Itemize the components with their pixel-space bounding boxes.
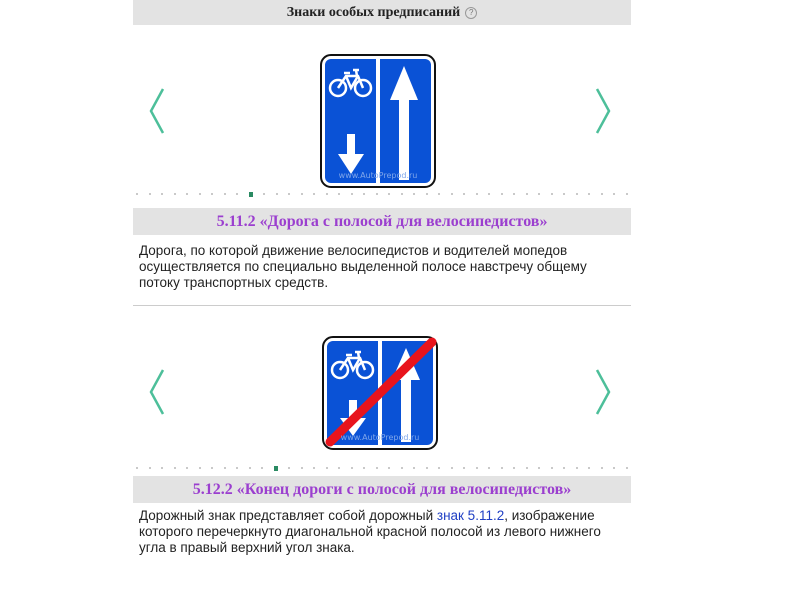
- pagination-dot[interactable]: [363, 193, 365, 195]
- pagination-dot[interactable]: [538, 193, 540, 195]
- pagination-dot[interactable]: [249, 467, 251, 469]
- pagination-dot[interactable]: [326, 467, 328, 469]
- next-arrow-icon[interactable]: [591, 87, 615, 135]
- pagination-dot[interactable]: [551, 193, 553, 195]
- pagination-dot[interactable]: [588, 193, 590, 195]
- pagination-dot-active[interactable]: [274, 466, 278, 471]
- pagination-dot[interactable]: [136, 467, 138, 469]
- pagination-dot[interactable]: [501, 467, 503, 469]
- pagination-dot[interactable]: [626, 467, 628, 469]
- pagination-dot[interactable]: [588, 467, 590, 469]
- content-column: [133, 0, 631, 556]
- pagination-dot[interactable]: [199, 193, 201, 195]
- sign-slider-1: [133, 25, 631, 195]
- pagination-dot[interactable]: [388, 193, 390, 195]
- pagination-dot[interactable]: [199, 467, 201, 469]
- pagination-dot[interactable]: [363, 467, 365, 469]
- pagination-dot[interactable]: [338, 193, 340, 195]
- sign-description-5-12-2: [133, 503, 631, 556]
- pagination-dot[interactable]: [263, 193, 265, 195]
- pagination-dot-active[interactable]: [249, 192, 253, 197]
- section-header: [133, 0, 631, 25]
- pagination-dot[interactable]: [288, 467, 290, 469]
- pagination-dot[interactable]: [576, 193, 578, 195]
- pagination-dot[interactable]: [351, 193, 353, 195]
- pagination-dot[interactable]: [288, 193, 290, 195]
- pagination-dot[interactable]: [488, 193, 490, 195]
- pagination-dot[interactable]: [161, 467, 163, 469]
- pagination-dot[interactable]: [601, 467, 603, 469]
- pagination-dot[interactable]: [601, 193, 603, 195]
- pagination-dot[interactable]: [563, 193, 565, 195]
- help-icon[interactable]: ?: [465, 7, 477, 19]
- prev-arrow-icon[interactable]: [147, 87, 171, 135]
- pagination-dot[interactable]: [186, 193, 188, 195]
- sign-title-5-11-2: 5.11.2 «Дорога с полосой для велосипедистов»: [133, 208, 631, 235]
- pagination-dot[interactable]: [526, 467, 528, 469]
- pagination-dot[interactable]: [326, 193, 328, 195]
- pagination-dot[interactable]: [513, 193, 515, 195]
- pagination-dot[interactable]: [488, 467, 490, 469]
- pagination-dot[interactable]: [211, 467, 213, 469]
- pagination-dot[interactable]: [613, 193, 615, 195]
- pagination-dot[interactable]: [236, 193, 238, 195]
- pagination-dot[interactable]: [174, 193, 176, 195]
- pagination-dot[interactable]: [613, 467, 615, 469]
- pagination-dot[interactable]: [476, 193, 478, 195]
- pagination-dot[interactable]: [463, 467, 465, 469]
- pagination-dot[interactable]: [161, 193, 163, 195]
- sign-5-11-2-link[interactable]: знак 5.11.2: [436, 508, 505, 523]
- pagination-dot[interactable]: [224, 193, 226, 195]
- pagination-dot[interactable]: [501, 193, 503, 195]
- pagination-dot[interactable]: [426, 193, 428, 195]
- pagination-dot[interactable]: [413, 467, 415, 469]
- pagination-dot[interactable]: [413, 193, 415, 195]
- prev-arrow-icon[interactable]: [147, 368, 171, 416]
- pagination-dot[interactable]: [351, 467, 353, 469]
- pagination-dot[interactable]: [463, 193, 465, 195]
- pagination-dot[interactable]: [313, 467, 315, 469]
- pagination-dot[interactable]: [426, 467, 428, 469]
- pagination-dot[interactable]: [626, 193, 628, 195]
- watermark-text-1: www.AutoPrepod.ru: [338, 171, 418, 180]
- pagination-dot[interactable]: [376, 467, 378, 469]
- slider-pagination-1: [133, 191, 631, 197]
- sign-slider-2: [133, 306, 631, 466]
- sign-5-11-2-image: [320, 54, 436, 193]
- section-title: Знаки особых предписаний: [286, 4, 461, 20]
- pagination-dot[interactable]: [538, 467, 540, 469]
- pagination-dot[interactable]: [186, 467, 188, 469]
- pagination-dot[interactable]: [451, 193, 453, 195]
- pagination-dot[interactable]: [438, 193, 440, 195]
- pagination-dot[interactable]: [276, 193, 278, 195]
- sign-title-5-12-2: 5.12.2 «Конец дороги с полосой для велосипедистов»: [133, 476, 631, 503]
- pagination-dot[interactable]: [513, 467, 515, 469]
- pagination-dot[interactable]: [301, 193, 303, 195]
- pagination-dot[interactable]: [236, 467, 238, 469]
- pagination-dot[interactable]: [563, 467, 565, 469]
- pagination-dot[interactable]: [261, 467, 263, 469]
- pagination-dot[interactable]: [451, 467, 453, 469]
- sign-description-5-11-2: Дорога, по которой движение велосипедистов и водителей мопедов осуществляется по специально выделенной полосе навстречу общему потоку транспортных средств.: [139, 243, 587, 290]
- pagination-dot[interactable]: [149, 467, 151, 469]
- pagination-dot[interactable]: [476, 467, 478, 469]
- watermark-text-2: www.AutoPrepod.ru: [340, 433, 420, 442]
- pagination-dot[interactable]: [388, 467, 390, 469]
- pagination-dot[interactable]: [224, 467, 226, 469]
- pagination-dot[interactable]: [401, 193, 403, 195]
- pagination-dot[interactable]: [526, 193, 528, 195]
- next-arrow-icon[interactable]: [591, 368, 615, 416]
- pagination-dot[interactable]: [149, 193, 151, 195]
- pagination-dot[interactable]: [338, 467, 340, 469]
- description-text-end: , изображение которого перечеркнуто диагональной красной полосой из левого нижнего угла в правый верхний угол знака.: [139, 508, 601, 555]
- pagination-dot[interactable]: [438, 467, 440, 469]
- pagination-dot[interactable]: [211, 193, 213, 195]
- pagination-dot[interactable]: [313, 193, 315, 195]
- description-text-start: Дорожный знак представляет собой дорожный: [139, 508, 437, 523]
- pagination-dot[interactable]: [576, 467, 578, 469]
- pagination-dot[interactable]: [174, 467, 176, 469]
- pagination-dot[interactable]: [136, 193, 138, 195]
- pagination-dot[interactable]: [376, 193, 378, 195]
- slider-pagination-2: [133, 465, 631, 471]
- pagination-dot[interactable]: [551, 467, 553, 469]
- pagination-dot[interactable]: [301, 467, 303, 469]
- pagination-dot[interactable]: [401, 467, 403, 469]
- sign-5-12-2-image: [322, 336, 438, 455]
